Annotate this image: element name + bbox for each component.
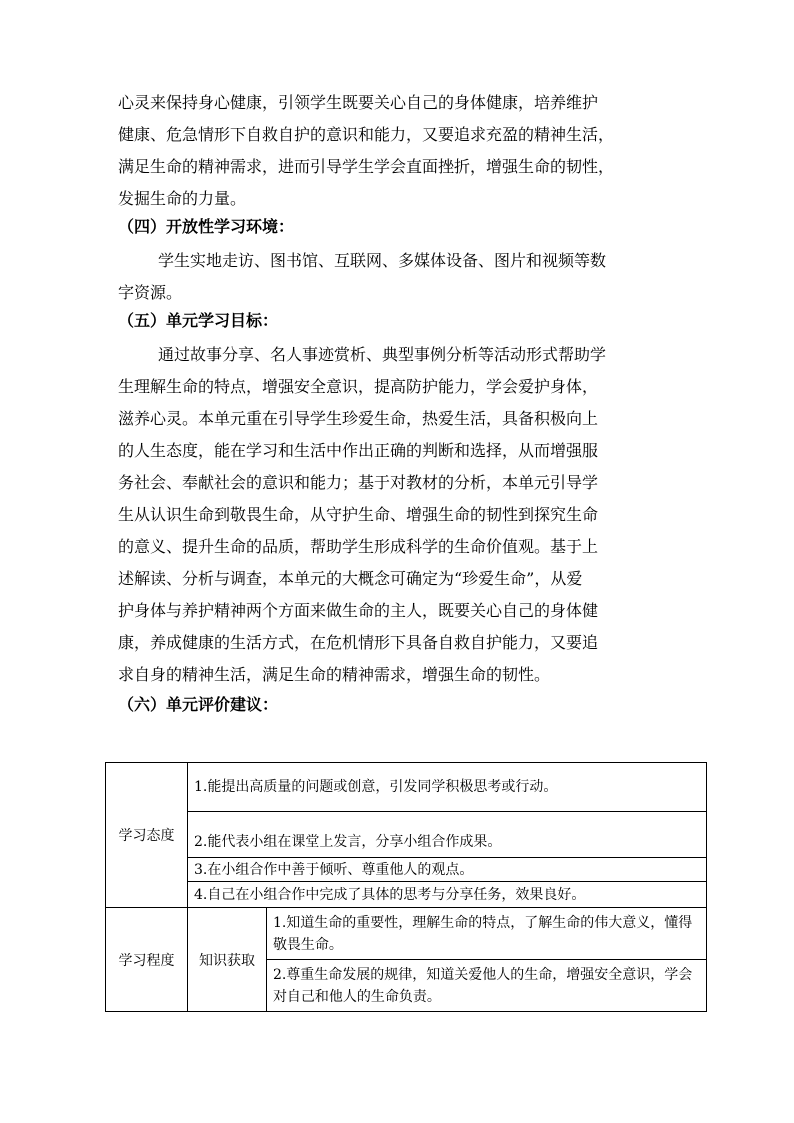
paragraph-line: 健康、危急情形下自救自护的意识和能力，又要追求充盈的精神生活，: [118, 125, 615, 144]
attitude-item: 3.在小组合作中善于倾听、尊重他人的观点。: [187, 858, 706, 882]
paragraph-line: 心灵来保持身心健康，引领学生既要关心自己的身体健康，培养维护: [118, 93, 599, 112]
table-row: [106, 908, 707, 960]
paragraph-line: 务社会、奉献社会的意识和能力；基于对教材的分析，本单元引导学: [118, 473, 599, 492]
paragraph-line: 求自身的精神生活，满足生命的精神需求，增强生命的韧性。: [118, 665, 551, 684]
knowledge-label: 知识获取: [187, 908, 266, 1012]
paragraph-line: 滋养心灵。本单元重在引导学生珍爱生命，热爱生活，具备积极向上: [118, 409, 599, 428]
section-heading-6: （六）单元评价建议：: [118, 695, 279, 714]
paragraph-line: 康，养成健康的生活方式，在危机情形下具备自救自护能力，又要追: [118, 633, 599, 652]
paragraph-line: 通过故事分享、名人事迹赏析、典型事例分析等活动形式帮助学: [158, 345, 607, 364]
degree-label: 学习程度: [106, 908, 188, 1012]
table-row: [106, 858, 707, 882]
attitude-label: 学习态度: [106, 763, 188, 908]
paragraph-line: 生理解生命的特点，增强安全意识，提高防护能力，学会爱护身体，: [118, 377, 599, 396]
attitude-item: 2.能代表小组在课堂上发言，分享小组合作成果。: [187, 812, 706, 858]
paragraph-line: 护身体与养护精神两个方面来做生命的主人，既要关心自己的身体健: [118, 601, 599, 620]
paragraph-line: 生从认识生命到敬畏生命，从守护生命、增强生命的韧性到探究生命: [118, 505, 599, 524]
paragraph-line: 的人生态度，能在学习和生活中作出正确的判断和选择，从而增强服: [118, 441, 599, 460]
paragraph-line: 学生实地走访、图书馆、互联网、多媒体设备、图片和视频等数: [158, 251, 607, 270]
section-heading-4: （四）开放性学习环境：: [118, 217, 295, 236]
paragraph-line: 述解读、分析与调查，本单元的大概念可确定为“珍爱生命”，从爱: [118, 569, 583, 588]
table-row: [106, 882, 707, 908]
section-heading-5: （五）单元学习目标：: [118, 311, 279, 330]
paragraph-line: 发掘生命的力量。: [118, 189, 247, 208]
attitude-item: 4.自己在小组合作中完成了具体的思考与分享任务，效果良好。: [187, 882, 706, 908]
paragraph-line: 字资源。: [118, 283, 183, 302]
table-row: [106, 812, 707, 858]
paragraph-line: 的意义、提升生命的品质，帮助学生形成科学的生命价值观。基于上: [118, 537, 599, 556]
knowledge-item: 1.知道生命的重要性，理解生命的特点，了解生命的伟大意义，懂得敬畏生命。: [266, 908, 706, 960]
table-row: [106, 763, 707, 812]
paragraph-line: 满足生命的精神需求，进而引导学生学会直面挫折，增强生命的韧性，: [118, 157, 615, 176]
attitude-item: 1.能提出高质量的问题或创意，引发同学积极思考或行动。: [187, 763, 706, 812]
evaluation-table: [105, 762, 707, 1012]
knowledge-item: 2.尊重生命发展的规律，知道关爱他人的生命，增强安全意识，学会对自己和他人的生命负责。: [266, 960, 706, 1012]
